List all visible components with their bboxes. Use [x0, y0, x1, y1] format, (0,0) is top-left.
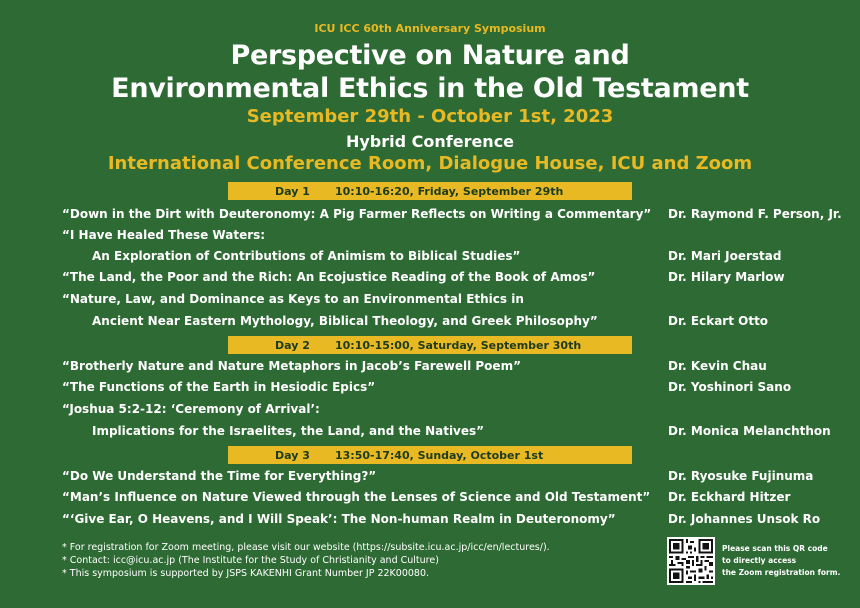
qr-instructions: [722, 543, 840, 579]
talk-row: [0, 314, 860, 334]
talk-title: “Joshua 5:2-12: ‘Ceremony of Arrival’:: [62, 402, 320, 416]
day-label: Day 1: [275, 184, 310, 198]
talk-row: [0, 228, 860, 248]
page-title-line2: Environmental Ethics in the Old Testament: [111, 73, 749, 104]
talk-title: Ancient Near Eastern Mythology, Biblical Theology, and Greek Philosophy”: [92, 314, 598, 328]
talk-row: [0, 359, 860, 379]
event-venue: International Conference Room, Dialogue House, ICU and Zoom: [107, 153, 753, 174]
talk-title: “Brotherly Nature and Nature Metaphors in Jacob’s Farewell Poem”: [62, 359, 521, 373]
qr-text-line1: Please scan this QR code: [722, 544, 828, 553]
symposium-label: ICU ICC 60th Anniversary Symposium: [314, 22, 546, 35]
talk-title: Implications for the Israelites, the Land, and the Natives”: [92, 424, 485, 438]
talk-row: [0, 207, 860, 227]
talk-speaker: Dr. Eckhard Hitzer: [668, 490, 791, 504]
talk-speaker: Dr. Monica Melanchthon: [668, 424, 831, 438]
talk-row: [0, 249, 860, 269]
grant-note: * This symposium is supported by JSPS KAKENHI Grant Number JP 22K00080.: [62, 568, 430, 579]
talk-speaker: Dr. Ryosuke Fujinuma: [668, 469, 814, 483]
talk-title: “‘Give Ear, O Heavens, and I Will Speak’: The Non-human Realm in Deuteronomy”: [62, 512, 616, 526]
talk-speaker: Dr. Hilary Marlow: [668, 270, 785, 284]
qr-text-line2: to directly access: [722, 556, 797, 565]
talk-speaker: Dr. Kevin Chau: [668, 359, 767, 373]
talk-title: “Do We Understand the Time for Everything?”: [62, 469, 377, 483]
qr-code-icon[interactable]: [667, 537, 715, 585]
talk-row: [0, 512, 860, 532]
event-format: Hybrid Conference: [345, 132, 515, 151]
footnotes: [62, 541, 550, 580]
talk-row: [0, 424, 860, 444]
talk-row: [0, 270, 860, 290]
talk-title: “Down in the Dirt with Deuteronomy: A Pig Farmer Reflects on Writing a Commentary”: [62, 207, 652, 221]
talk-speaker: Dr. Mari Joerstad: [668, 249, 782, 263]
page-title-line1: Perspective on Nature and: [230, 40, 630, 71]
registration-note: * For registration for Zoom meeting, please visit our website (https://subsite.icu.ac.jp/icc/en/lectures/).: [62, 542, 550, 553]
talk-speaker: Dr. Johannes Unsok Ro: [668, 512, 821, 526]
day-1-banner: [228, 182, 632, 200]
contact-note: * Contact: icc@icu.ac.jp (The Institute for the Study of Christianity and Culture): [62, 555, 439, 566]
talk-title: “The Land, the Poor and the Rich: An Ecojustice Reading of the Book of Amos”: [62, 270, 596, 284]
talk-title: “Man’s Influence on Nature Viewed through the Lenses of Science and Old Testament”: [62, 490, 651, 504]
day-label: Day 2: [275, 338, 310, 352]
talk-row: [0, 490, 860, 510]
day-3-banner: [228, 446, 632, 464]
talk-row: [0, 292, 860, 312]
talk-title: “I Have Healed These Waters:: [62, 228, 266, 242]
talk-row: [0, 380, 860, 400]
talk-speaker: Dr. Raymond F. Person, Jr.: [668, 207, 842, 221]
day-2-banner: [228, 336, 632, 354]
day-time: 10:10-16:20, Friday, September 29th: [335, 184, 564, 198]
qr-text-line3: the Zoom registration form.: [722, 568, 841, 577]
talk-speaker: Dr. Eckart Otto: [668, 314, 769, 328]
talk-speaker: Dr. Yoshinori Sano: [668, 380, 792, 394]
talk-title: “Nature, Law, and Dominance as Keys to an Environmental Ethics in: [62, 292, 524, 306]
talk-title: An Exploration of Contributions of Animism to Biblical Studies”: [92, 249, 521, 263]
talk-title: “The Functions of the Earth in Hesiodic Epics”: [62, 380, 376, 394]
talk-row: [0, 469, 860, 489]
day-time: 10:10-15:00, Saturday, September 30th: [335, 338, 582, 352]
event-dates: September 29th - October 1st, 2023: [246, 106, 614, 127]
day-label: Day 3: [275, 448, 310, 462]
day-time: 13:50-17:40, Sunday, October 1st: [335, 448, 544, 462]
talk-row: [0, 402, 860, 422]
